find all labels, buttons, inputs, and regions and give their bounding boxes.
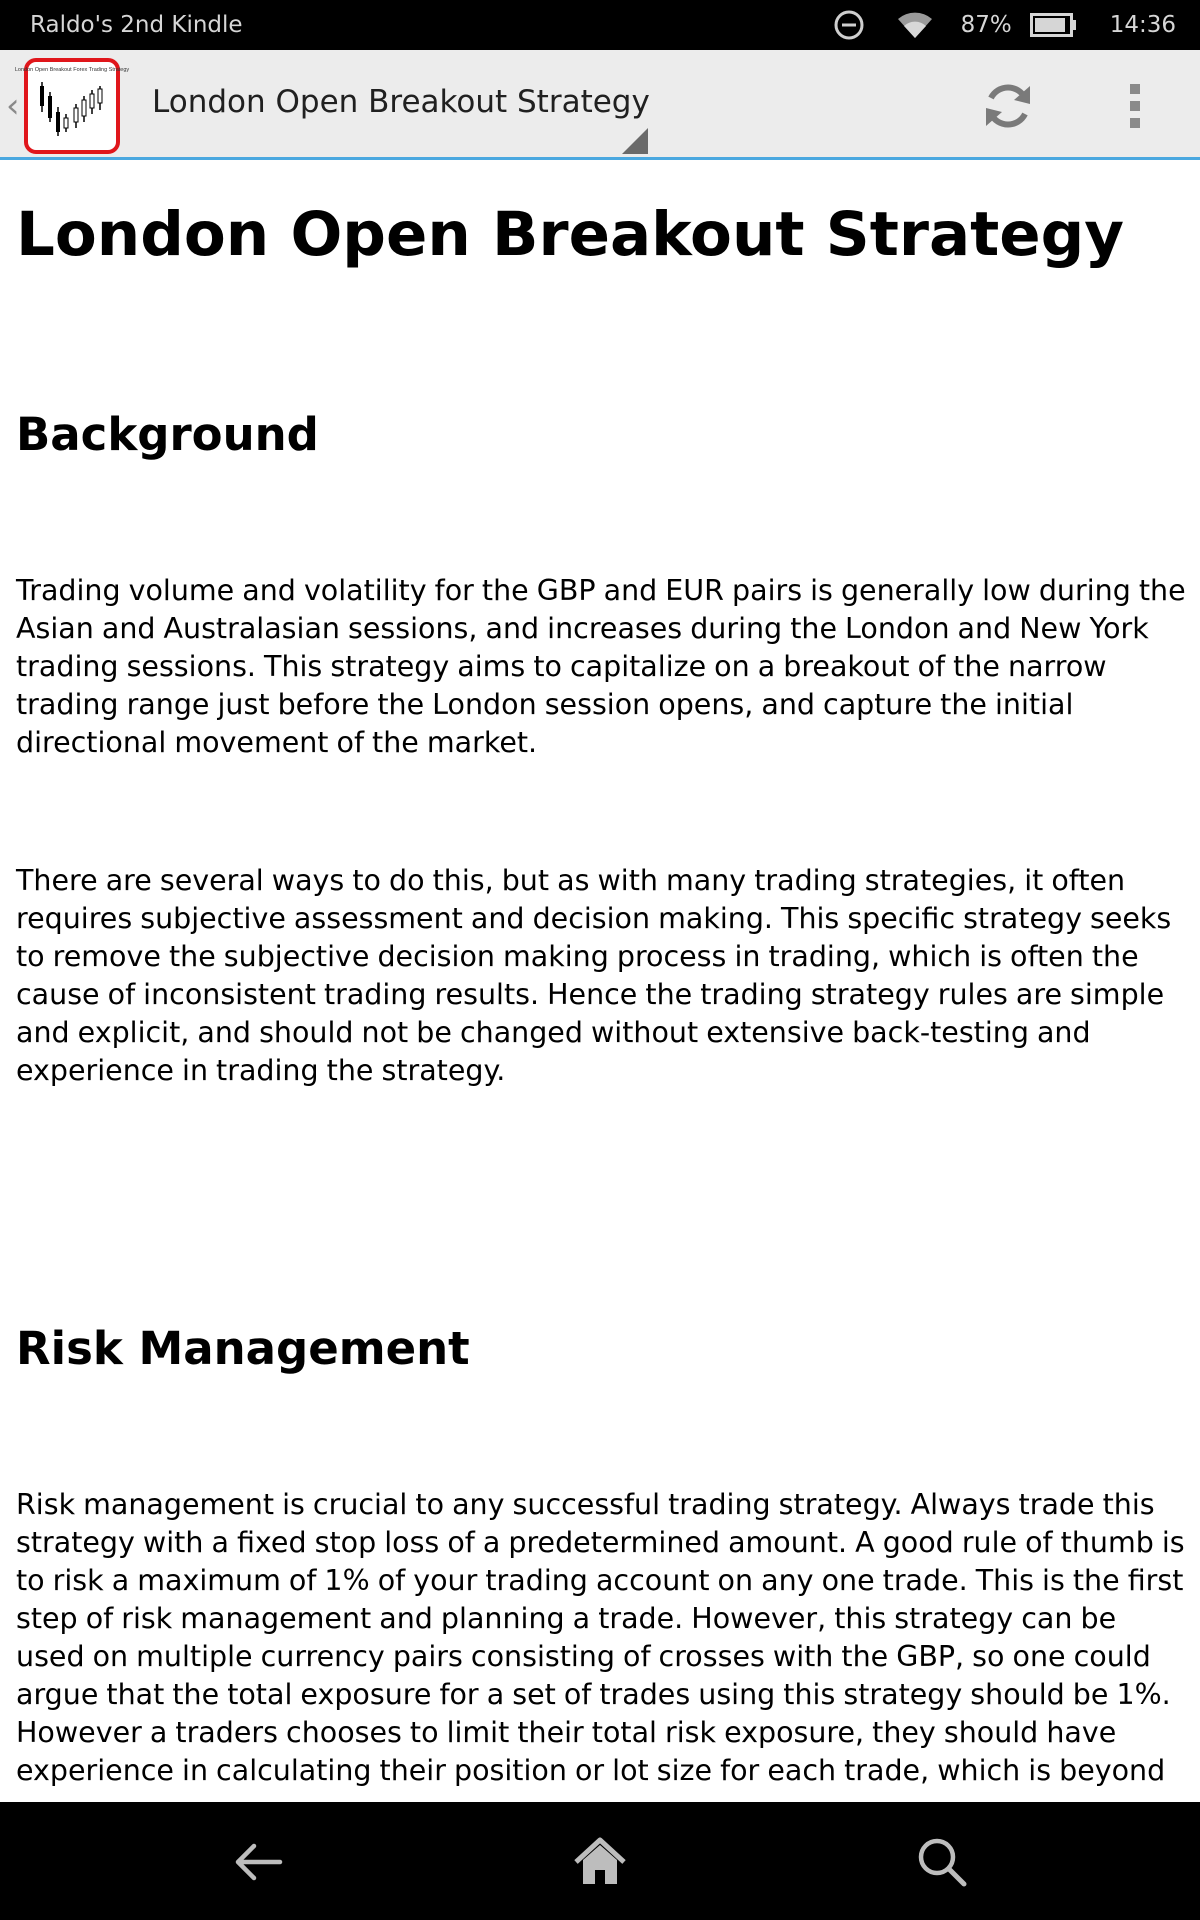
action-bar (0, 50, 1200, 160)
spinner-dropdown-icon[interactable] (622, 128, 648, 154)
search-icon (914, 1834, 970, 1890)
paragraph: There are several ways to do this, but as with many trading strategies, it often requires subjective assessment and decision making. This specific strategy seeks to remove the subjective decision making process in trading, which is often the cause of inconsistent trading results. Hence the trading strategy rules are simple and explicit, and should not be changed without extensive back-testing and experience in trading the strategy. (16, 864, 1172, 1088)
overflow-menu-button[interactable] (1116, 78, 1156, 134)
wifi-icon (895, 10, 935, 40)
search-button[interactable] (914, 1834, 970, 1890)
back-button[interactable] (230, 1834, 286, 1890)
home-button[interactable] (572, 1834, 628, 1890)
status-bar (0, 0, 1200, 50)
navigation-bar (0, 1802, 1200, 1920)
do-not-disturb-icon (833, 9, 865, 41)
app-icon-caption: London Open Breakout Forex Trading Strategy (14, 67, 130, 73)
status-icons (833, 9, 1176, 41)
article-content[interactable] (16, 160, 1186, 1802)
refresh-icon (978, 76, 1038, 136)
clock: 14:36 (1109, 12, 1176, 38)
action-bar-title[interactable]: London Open Breakout Strategy (152, 84, 650, 120)
refresh-button[interactable] (978, 76, 1038, 136)
paragraph: Trading volume and volatility for the GBP and EUR pairs is generally low during the Asian and Australasian sessions, and increases during the London and New York trading sessions. This strategy aims to capitalize on a breakout of the narrow trading range just before the London session opens, and capture the initial directional movement of the market. (16, 574, 1186, 760)
up-navigation-icon[interactable]: ‹ (6, 86, 20, 126)
paragraph: Risk management is crucial to any successful trading strategy. Always trade this strategy with a fixed stop loss of a predetermined amount. A good rule of thumb is to risk a maximum of 1% of your trading account on any one trade. This is the first step of risk management and planning a trade. However, this strategy can be used on multiple currency pairs consisting of crosses with the GBP, so one could argue that the total exposure for a set of trades using this strategy should be 1%. However a traders chooses to limit their total risk exposure, they should have experience in calculating their position or lot size for each trade, which is beyond (16, 1488, 1185, 1788)
home-icon (572, 1834, 628, 1890)
article-title: London Open Breakout Strategy (16, 199, 1125, 270)
section-heading-risk-management: Risk Management (16, 1322, 470, 1376)
overflow-menu-icon (1116, 78, 1156, 134)
back-icon (230, 1834, 286, 1890)
battery-icon (1030, 12, 1078, 38)
battery-percent: 87% (960, 12, 1012, 38)
candlestick-chart-icon[interactable] (14, 58, 130, 154)
section-heading-background: Background (16, 408, 319, 462)
device-name: Raldo's 2nd Kindle (30, 12, 243, 38)
